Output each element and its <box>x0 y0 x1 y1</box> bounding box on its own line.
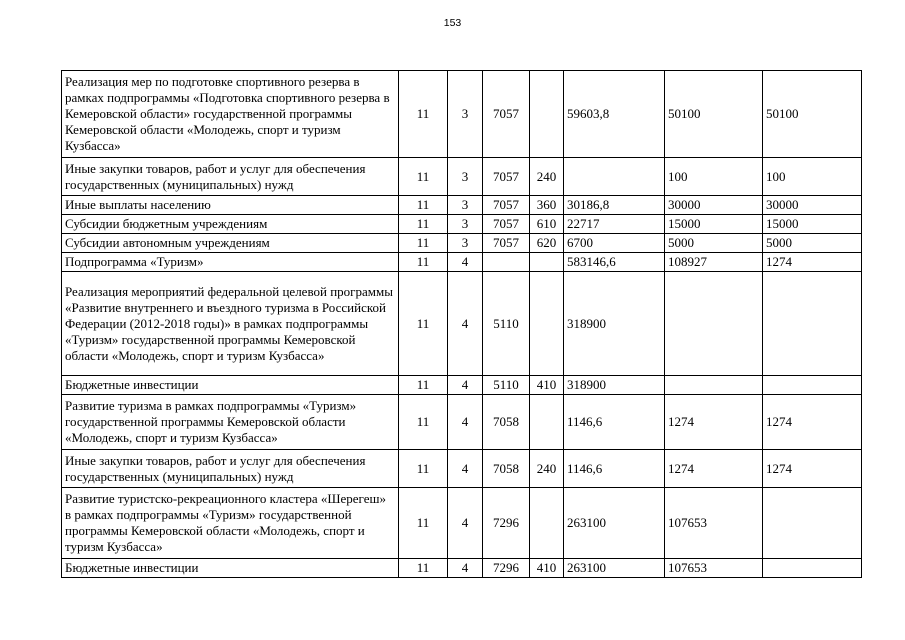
section-code: 11 <box>399 395 448 450</box>
amount-year-3 <box>763 376 862 395</box>
table-row <box>62 234 862 253</box>
table-row <box>62 158 862 196</box>
subsection-code: 3 <box>448 215 483 234</box>
expense-type-code <box>530 71 564 158</box>
table-row <box>62 450 862 488</box>
subsection-code: 4 <box>448 253 483 272</box>
amount-year-3 <box>763 559 862 578</box>
subsection-code: 4 <box>448 450 483 488</box>
table-row <box>62 488 862 559</box>
amount-year-3: 5000 <box>763 234 862 253</box>
target-article-code: 5110 <box>483 376 530 395</box>
amount-year-1: 6700 <box>564 234 665 253</box>
target-article-code: 7057 <box>483 158 530 196</box>
amount-year-1 <box>564 158 665 196</box>
target-article-code: 7296 <box>483 488 530 559</box>
amount-year-3: 1274 <box>763 395 862 450</box>
amount-year-1: 1146,6 <box>564 450 665 488</box>
subsection-code: 4 <box>448 272 483 376</box>
amount-year-3: 1274 <box>763 253 862 272</box>
expense-type-code: 620 <box>530 234 564 253</box>
subsection-code: 4 <box>448 559 483 578</box>
expense-type-code: 410 <box>530 559 564 578</box>
table-row <box>62 272 862 376</box>
section-code: 11 <box>399 215 448 234</box>
amount-year-1: 263100 <box>564 488 665 559</box>
section-code: 11 <box>399 253 448 272</box>
subsection-code: 3 <box>448 158 483 196</box>
amount-year-2 <box>665 272 763 376</box>
target-article-code: 5110 <box>483 272 530 376</box>
section-code: 11 <box>399 450 448 488</box>
amount-year-2: 30000 <box>665 196 763 215</box>
amount-year-1: 30186,8 <box>564 196 665 215</box>
expense-type-code: 240 <box>530 450 564 488</box>
amount-year-2: 100 <box>665 158 763 196</box>
subsection-code: 3 <box>448 71 483 158</box>
target-article-code: 7058 <box>483 395 530 450</box>
expense-type-code: 410 <box>530 376 564 395</box>
section-code: 11 <box>399 376 448 395</box>
section-code: 11 <box>399 158 448 196</box>
subsection-code: 4 <box>448 376 483 395</box>
amount-year-1: 583146,6 <box>564 253 665 272</box>
amount-year-2: 1274 <box>665 395 763 450</box>
amount-year-1: 22717 <box>564 215 665 234</box>
section-code: 11 <box>399 196 448 215</box>
expense-type-code <box>530 488 564 559</box>
amount-year-3: 50100 <box>763 71 862 158</box>
amount-year-2: 107653 <box>665 488 763 559</box>
amount-year-3 <box>763 272 862 376</box>
row-name: Иные выплаты населению <box>62 196 399 215</box>
amount-year-3: 1274 <box>763 450 862 488</box>
expense-type-code <box>530 272 564 376</box>
section-code: 11 <box>399 234 448 253</box>
table-row <box>62 71 862 158</box>
amount-year-2: 108927 <box>665 253 763 272</box>
row-name: Развитие туризма в рамках подпрограммы «Туризм» государственной программы Кемеровской области «Молодежь, спорт и туризм Кузбасса» <box>62 395 399 450</box>
amount-year-2: 50100 <box>665 71 763 158</box>
target-article-code <box>483 253 530 272</box>
amount-year-2: 1274 <box>665 450 763 488</box>
amount-year-1: 318900 <box>564 376 665 395</box>
row-name: Бюджетные инвестиции <box>62 376 399 395</box>
row-name: Подпрограмма «Туризм» <box>62 253 399 272</box>
amount-year-1: 263100 <box>564 559 665 578</box>
expense-type-code: 360 <box>530 196 564 215</box>
amount-year-3: 30000 <box>763 196 862 215</box>
section-code: 11 <box>399 71 448 158</box>
target-article-code: 7057 <box>483 234 530 253</box>
section-code: 11 <box>399 488 448 559</box>
amount-year-1: 318900 <box>564 272 665 376</box>
target-article-code: 7057 <box>483 196 530 215</box>
section-code: 11 <box>399 559 448 578</box>
page-number: 153 <box>443 17 462 29</box>
table-row <box>62 376 862 395</box>
row-name: Субсидии бюджетным учреждениям <box>62 215 399 234</box>
target-article-code: 7057 <box>483 215 530 234</box>
amount-year-2: 5000 <box>665 234 763 253</box>
amount-year-3: 100 <box>763 158 862 196</box>
row-name: Бюджетные инвестиции <box>62 559 399 578</box>
budget-table <box>61 70 862 578</box>
table-row <box>62 395 862 450</box>
subsection-code: 4 <box>448 488 483 559</box>
row-name: Иные закупки товаров, работ и услуг для обеспечения государственных (муниципальных) нужд <box>62 450 399 488</box>
row-name: Развитие туристско-рекреационного кластера «Шерегеш» в рамках подпрограммы «Туризм» государственной программы Кемеровской области «Молодежь, спорт и туризм Кузбасса» <box>62 488 399 559</box>
expense-type-code: 610 <box>530 215 564 234</box>
table-row <box>62 559 862 578</box>
row-name: Субсидии автономным учреждениям <box>62 234 399 253</box>
row-name: Реализация мер по подготовке спортивного резерва в рамках подпрограммы «Подготовка спортивного резерва в Кемеровской области» государственной программы Кемеровской области «Молодежь, спорт и туризм Кузбасса» <box>62 71 399 158</box>
table-row <box>62 215 862 234</box>
subsection-code: 3 <box>448 196 483 215</box>
amount-year-2 <box>665 376 763 395</box>
amount-year-2: 15000 <box>665 215 763 234</box>
table-row <box>62 196 862 215</box>
target-article-code: 7057 <box>483 71 530 158</box>
amount-year-1: 59603,8 <box>564 71 665 158</box>
target-article-code: 7296 <box>483 559 530 578</box>
amount-year-3 <box>763 488 862 559</box>
subsection-code: 3 <box>448 234 483 253</box>
expense-type-code <box>530 253 564 272</box>
row-name: Реализация мероприятий федеральной целевой программы «Развитие внутреннего и въездного туризма в Российской Федерации (2012-2018 годы)» в рамках подпрограммы «Туризм» государственной программы Кемеровской области «Молодежь, спорт и туризм Кузбасса» <box>62 272 399 376</box>
amount-year-1: 1146,6 <box>564 395 665 450</box>
table-row <box>62 253 862 272</box>
amount-year-3: 15000 <box>763 215 862 234</box>
amount-year-2: 107653 <box>665 559 763 578</box>
row-name: Иные закупки товаров, работ и услуг для обеспечения государственных (муниципальных) нужд <box>62 158 399 196</box>
expense-type-code <box>530 395 564 450</box>
subsection-code: 4 <box>448 395 483 450</box>
expense-type-code: 240 <box>530 158 564 196</box>
section-code: 11 <box>399 272 448 376</box>
target-article-code: 7058 <box>483 450 530 488</box>
